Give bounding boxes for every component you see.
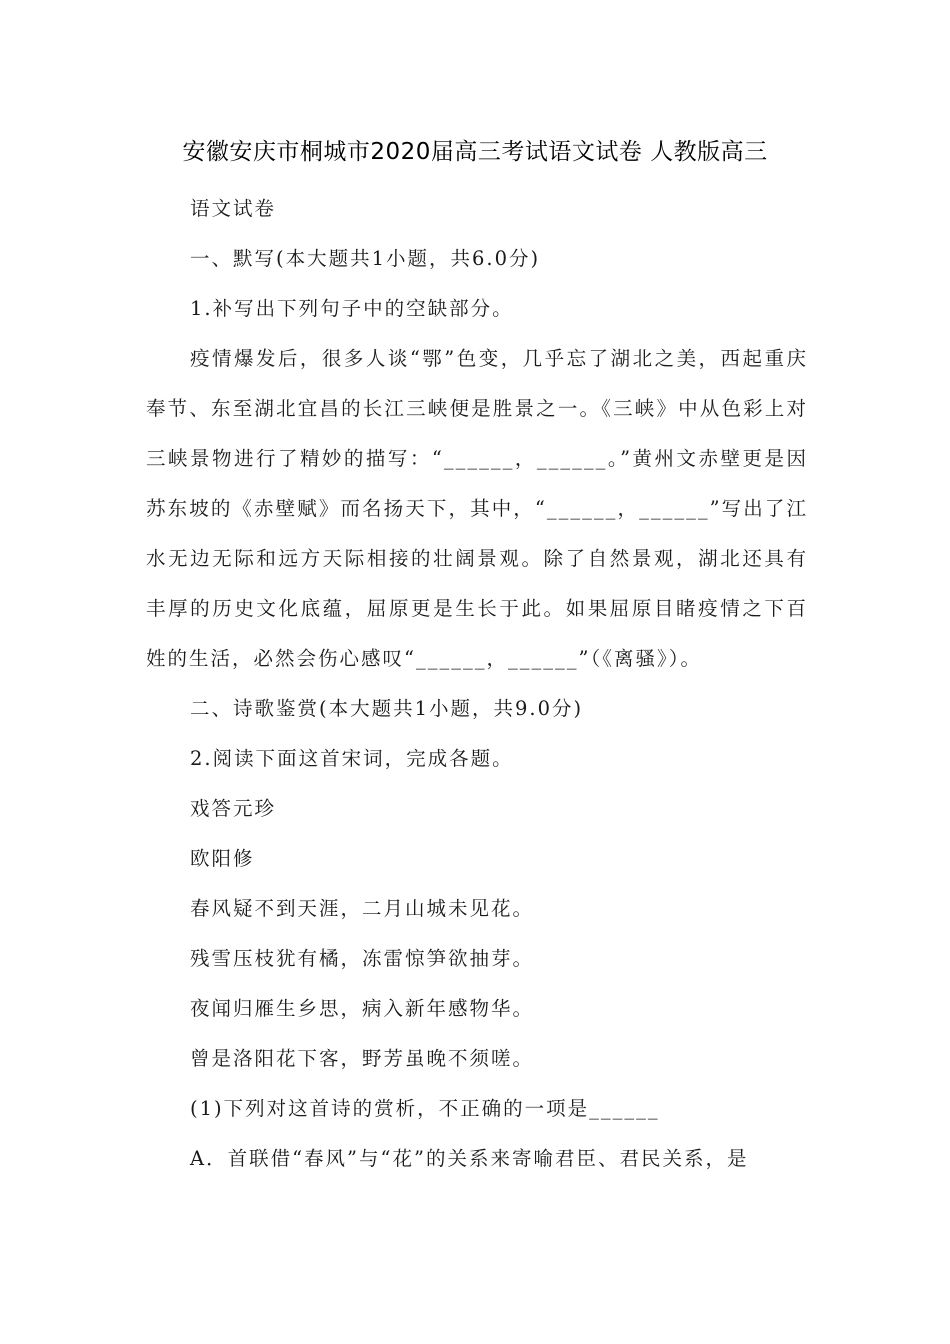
- sub-question-1: (1)下列对这首诗的赏析，不正确的一项是______: [190, 1097, 660, 1120]
- poem-line: 曾是洛阳花下客，野芳虽晚不须嗟。: [190, 1047, 535, 1070]
- question-1-passage: 疫情爆发后，很多人谈“鄂”色变，几乎忘了湖北之美，西起重庆奉节、东至湖北宜昌的长江三峡便是胜景之一。《三峡》中从色彩上对三峡景物进行了精妙的描写：“______，______。”黄州文赤壁更是因苏东坡的《赤壁赋》而名扬天下，其中，“______，______”写出了江水无边无际和远方天际相接的壮阔景观。除了自然景观，湖北还具有丰厚的历史文化底蕴，屈原更是生长于此。如果屈原目睹疫情之下百姓的生活，必然会伤心感叹“______，______”（《离骚》）。: [146, 347, 808, 670]
- section-heading-dictation: 一、默写(本大题共1小题，共6.0分): [190, 247, 541, 270]
- poem-line: 春风疑不到天涯，二月山城未见花。: [190, 897, 535, 920]
- question-1-prompt: 1.补写出下列句子中的空缺部分。: [190, 297, 514, 320]
- option-a: A．首联借“春风”与“花”的关系来寄喻君臣、君民关系，是: [190, 1147, 749, 1170]
- paper-heading: 语文试卷: [190, 197, 277, 220]
- section-heading-poetry: 二、诗歌鉴赏(本大题共1小题，共9.0分): [190, 697, 584, 720]
- question-2-prompt: 2.阅读下面这首宋词，完成各题。: [190, 747, 514, 770]
- poem-author: 欧阳修: [190, 847, 255, 870]
- document-body: [146, 184, 808, 1184]
- poem-title: 戏答元珍: [190, 797, 277, 820]
- document-title: 安徽安庆市桐城市2020届高三考试语文试卷 人教版高三: [182, 139, 768, 165]
- poem-line: 残雪压枝犹有橘，冻雷惊笋欲抽芽。: [190, 947, 535, 970]
- poem-line: 夜闻归雁生乡思，病入新年感物华。: [190, 997, 535, 1020]
